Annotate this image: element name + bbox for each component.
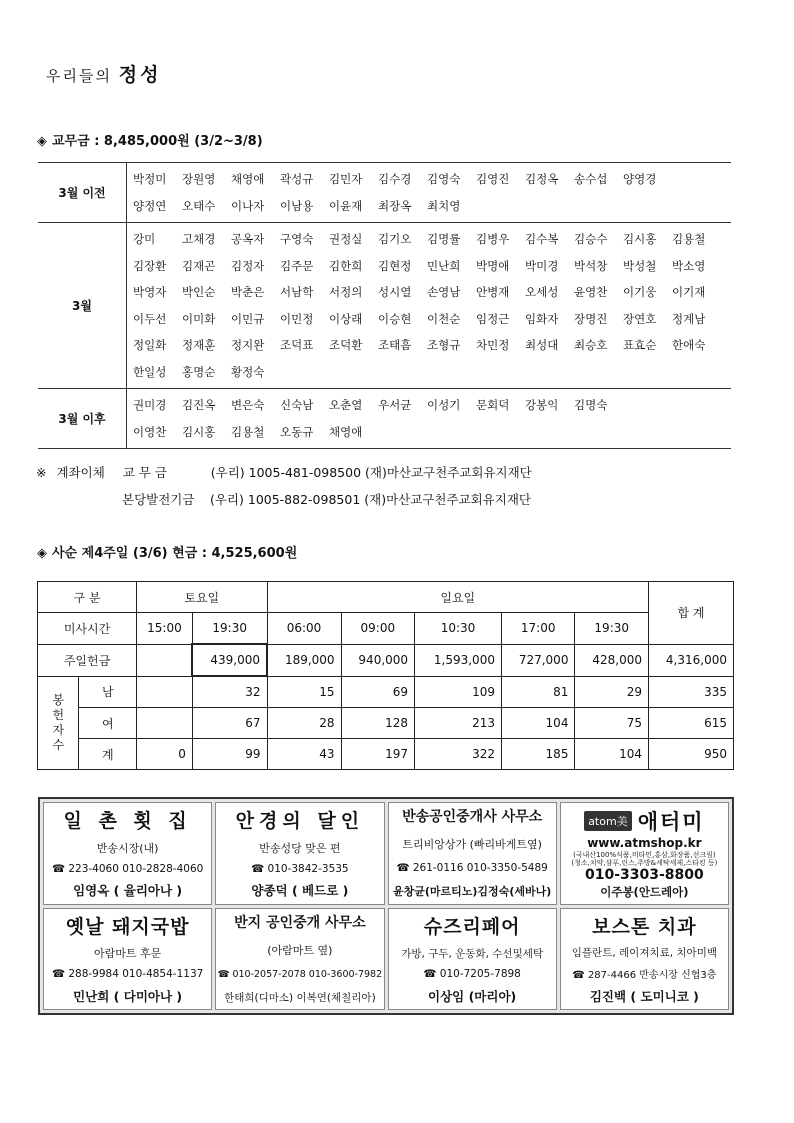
donor-name: 곽성규	[280, 172, 314, 187]
donor-cell: 335	[649, 676, 734, 708]
ad-phone: ☎ 287-4466 반송시장 신협3층	[572, 969, 717, 981]
cash-cell: 439,000	[192, 644, 267, 676]
donor-row-label: 남	[79, 676, 137, 708]
donor-name: 이윤재	[329, 198, 363, 213]
donor-name: 구영숙	[280, 232, 314, 247]
donor-name: 김장환	[133, 258, 167, 273]
donor-name: 공옥자	[231, 232, 265, 247]
donor-name: 박인순	[182, 285, 216, 300]
donor-name: 이천순	[427, 311, 461, 326]
donor-name: 김정자	[231, 258, 265, 273]
donor-name: 최승호	[574, 338, 608, 353]
donor-name: 조덕환	[329, 338, 363, 353]
donor-name: 송수섭	[574, 172, 608, 187]
atom-products-1: (국내산100%식품,비타민,홍삼,화장품,선크림)	[573, 850, 716, 859]
donor-cell: 104	[501, 708, 574, 739]
ad-phone: ☎ 261-0116 010-3350-5489	[396, 861, 548, 874]
donor-name: 양영경	[623, 172, 657, 187]
donor-name: 손영남	[427, 285, 461, 300]
donor-line	[133, 279, 731, 306]
donor-name: 표효순	[623, 338, 657, 353]
donor-name: 서남학	[280, 285, 314, 300]
mass-time-label: 미사시간	[38, 613, 137, 645]
donor-name: 임화자	[525, 311, 559, 326]
donor-name: 최성대	[525, 338, 559, 353]
school-fee-heading	[36, 130, 263, 149]
donor-cell: 615	[649, 708, 734, 739]
ad-gukbap	[43, 908, 212, 1011]
ad-owner: 민난희 ( 다미아나 )	[73, 988, 183, 1004]
donor-name: 민난희	[427, 258, 461, 273]
ad-atomy	[560, 802, 729, 905]
donor-line	[133, 166, 731, 193]
ad-name: 반지 공인중개 사무소	[234, 914, 366, 931]
ad-name: 보스톤 치과	[592, 915, 697, 938]
donor-name: 김용철	[672, 232, 706, 247]
donor-name: 정재훈	[182, 338, 216, 353]
ad-owner: 양종덕 ( 베드로 )	[251, 883, 349, 899]
donor-line	[133, 193, 731, 220]
donor-name: 김병우	[476, 232, 510, 247]
donor-group	[38, 389, 731, 448]
donor-name: 김용철	[231, 424, 265, 439]
ad-owner: 이주봉(안드레아)	[600, 884, 689, 899]
diamond-icon: ◈	[37, 134, 47, 149]
donor-name: 고채경	[182, 232, 216, 247]
cash-cell: 1,593,000	[415, 644, 502, 676]
donor-line	[133, 332, 731, 359]
ad-owner: 김진백 ( 도미니코 )	[589, 988, 699, 1004]
donor-name: 채영애	[231, 172, 265, 187]
donor-name: 강봉익	[525, 398, 559, 413]
donor-name: 김재곤	[182, 258, 216, 273]
category-header: 구 분	[38, 582, 137, 613]
donor-row-label: 여	[79, 708, 137, 739]
donor-names	[127, 389, 731, 448]
donor-name: 박소영	[672, 258, 706, 273]
donor-cell: 950	[649, 739, 734, 770]
donor-cell: 81	[501, 676, 574, 708]
donor-name: 권정실	[329, 232, 363, 247]
donor-name: 김시홍	[182, 424, 216, 439]
donor-name: 김영숙	[427, 172, 461, 187]
donor-name: 윤영찬	[574, 285, 608, 300]
donor-name: 박석창	[574, 258, 608, 273]
atom-logo: atom美	[584, 811, 632, 831]
ad-grid	[38, 797, 734, 1015]
donor-name: 박명애	[476, 258, 510, 273]
account-detail-1: (우리) 1005-481-098500 (재)마산교구천주교회유지재단	[210, 465, 532, 480]
donor-name: 김명숙	[574, 398, 608, 413]
ad-phone: ☎ 223-4060 010-2828-4060	[51, 862, 204, 875]
ad-sub: 트리비앙상가 (빠리바게트옆)	[402, 837, 542, 851]
donor-cell	[137, 708, 193, 739]
donor-cell: 69	[341, 676, 414, 708]
ad-phone: ☎ 010-3842-3535	[251, 862, 349, 875]
donor-cell: 0	[137, 739, 193, 770]
donor-name: 우서균	[378, 398, 412, 413]
ad-name: 반송공인중개사 사무소	[402, 809, 543, 825]
offering-text: 사순 제4주일 (3/6) 현금 : 4,525,600원	[52, 546, 298, 561]
donor-name: 홍명순	[182, 364, 216, 379]
donor-cell: 99	[192, 739, 267, 770]
donor-name: 조덕표	[280, 338, 314, 353]
donor-name: 김영진	[476, 172, 510, 187]
donor-line	[133, 253, 731, 280]
account-detail-2: (우리) 1005-882-098501 (재)마산교구천주교회유지재단	[209, 492, 531, 507]
ad-phone: ☎ 010-7205-7898	[423, 967, 521, 980]
donor-cell: 75	[575, 708, 649, 739]
ad-name: 옛날 돼지국밥	[65, 915, 190, 938]
donor-name: 김수복	[525, 232, 559, 247]
account-name-1: 교 무 금	[122, 465, 167, 480]
donor-name: 조태흠	[378, 338, 412, 353]
donor-line	[133, 226, 731, 253]
donor-cell: 185	[501, 739, 574, 770]
cash-cell	[137, 644, 193, 676]
donor-cell: 28	[267, 708, 341, 739]
donor-group-label: 3월 이후	[38, 389, 127, 448]
donor-name: 박정미	[133, 172, 167, 187]
donor-cell: 128	[341, 708, 414, 739]
donor-group-label: 3월	[38, 223, 127, 388]
donor-cell: 109	[415, 676, 502, 708]
account-row-2	[122, 490, 531, 508]
diamond-icon: ◈	[37, 546, 47, 561]
donor-name: 박영자	[133, 285, 167, 300]
ad-phone: 010-3303-8800	[584, 867, 704, 884]
donor-name: 박미경	[525, 258, 559, 273]
donor-name: 김수경	[378, 172, 412, 187]
mass-time: 17:00	[501, 613, 574, 645]
donor-name: 박춘은	[231, 285, 265, 300]
ad-sub: 임플란트, 레이져치료, 치아미백	[571, 946, 717, 959]
donor-name: 오춘열	[329, 398, 363, 413]
cash-cell: 727,000	[501, 644, 574, 676]
donor-cell: 29	[575, 676, 649, 708]
donor-group-label: 3월 이전	[38, 163, 127, 222]
donor-name: 오태수	[182, 198, 216, 213]
donor-count-label	[38, 676, 79, 770]
ad-owner: 이상임 (마리아)	[428, 988, 517, 1004]
donor-name: 김승수	[574, 232, 608, 247]
ad-phone: ☎ 010-2057-2078 010-3600-7982	[217, 968, 383, 980]
total-header: 합 계	[649, 582, 734, 645]
donor-name: 김정옥	[525, 172, 559, 187]
ad-boston-dental	[560, 908, 729, 1011]
mass-time: 06:00	[267, 613, 341, 645]
offering-heading	[36, 542, 297, 561]
ad-bansong-realty	[388, 802, 557, 905]
donor-name: 양정연	[133, 198, 167, 213]
mass-time: 19:30	[192, 613, 267, 645]
donor-name: 안병재	[476, 285, 510, 300]
donor-name: 정지완	[231, 338, 265, 353]
ad-ilchon	[43, 802, 212, 905]
donor-cell: 322	[415, 739, 502, 770]
donor-names	[127, 163, 731, 222]
donor-name: 차민정	[476, 338, 510, 353]
sunday-header: 일요일	[267, 582, 649, 613]
cash-cell: 940,000	[341, 644, 414, 676]
donor-name: 김시홍	[623, 232, 657, 247]
page-title-part1: 우리들의	[46, 67, 112, 85]
donor-name: 임정근	[476, 311, 510, 326]
page-title-part2: 정성	[118, 64, 162, 86]
donor-cell: 104	[575, 739, 649, 770]
ad-url: www.atmshop.kr	[587, 836, 702, 851]
donor-name: 이기재	[672, 285, 706, 300]
donor-line	[133, 359, 731, 386]
donor-name: 성시열	[378, 285, 412, 300]
donor-name: 정일화	[133, 338, 167, 353]
donor-name: 김현정	[378, 258, 412, 273]
cash-label: 주일헌금	[38, 644, 137, 676]
ad-sub: 가방, 구두, 운동화, 수선및세탁	[401, 947, 543, 960]
donor-group	[38, 223, 731, 389]
ad-sub: 반송시장(내)	[96, 841, 159, 855]
atom-products-2: (청소,치약,샴푸,린스,주방&세탁세제,스타킹 등)	[571, 858, 718, 867]
cash-cell: 4,316,000	[649, 644, 734, 676]
donor-cell: 67	[192, 708, 267, 739]
ad-name: 일 촌 횟 집	[63, 810, 192, 832]
donor-name: 이나자	[231, 198, 265, 213]
donor-name: 이남용	[280, 198, 314, 213]
donor-name: 김기오	[378, 232, 412, 247]
saturday-header: 토요일	[137, 582, 268, 613]
donor-cell: 32	[192, 676, 267, 708]
cash-cell: 428,000	[575, 644, 649, 676]
donor-name: 장명진	[574, 311, 608, 326]
donor-name: 장연호	[623, 311, 657, 326]
donor-name: 강미	[133, 232, 156, 247]
account-row-1	[36, 463, 532, 481]
ad-name: 슈즈리페어	[423, 915, 521, 938]
donor-name: 문회덕	[476, 398, 510, 413]
donor-name: 권미경	[133, 398, 167, 413]
donor-name: 이민규	[231, 311, 265, 326]
donor-cell: 15	[267, 676, 341, 708]
ad-sub: (아람마트 옆)	[267, 944, 333, 957]
donor-name: 이승현	[378, 311, 412, 326]
donor-name: 정계남	[672, 311, 706, 326]
donor-name: 오세성	[525, 285, 559, 300]
donor-name: 이민정	[280, 311, 314, 326]
donor-line	[133, 306, 731, 333]
ad-owner: 임영옥 ( 율리아나 )	[73, 883, 183, 899]
account-name-2: 본당발전기금	[122, 492, 195, 507]
donor-name: 김주문	[280, 258, 314, 273]
cash-cell: 189,000	[267, 644, 341, 676]
ad-phone: ☎ 288-9984 010-4854-1137	[51, 968, 204, 981]
ad-sub: 반송성당 맞은 편	[259, 841, 341, 855]
donor-cell	[137, 676, 193, 708]
donor-group	[38, 163, 731, 223]
ad-owner: 한태희(디마소) 이복연(체칠리아)	[224, 992, 376, 1004]
reference-mark: ※	[36, 465, 47, 480]
donor-name: 이미화	[182, 311, 216, 326]
donor-name: 최치영	[427, 198, 461, 213]
donor-line	[133, 419, 731, 446]
donor-count-label-text: 봉헌자수	[52, 692, 65, 752]
ad-glasses	[215, 802, 384, 905]
donor-name: 이상래	[329, 311, 363, 326]
donor-line	[133, 392, 731, 419]
donor-name: 최장옥	[378, 198, 412, 213]
atom-header	[584, 806, 704, 836]
donor-name: 이성기	[427, 398, 461, 413]
donor-name: 변은숙	[231, 398, 265, 413]
donor-name: 김민자	[329, 172, 363, 187]
donor-cell: 197	[341, 739, 414, 770]
donor-name: 김한희	[329, 258, 363, 273]
donor-cell: 43	[267, 739, 341, 770]
donor-name: 오동규	[280, 424, 314, 439]
donor-names	[127, 223, 731, 388]
donor-name: 김명률	[427, 232, 461, 247]
ad-banji-realty	[215, 908, 384, 1011]
donor-table	[38, 162, 731, 449]
mass-time: 15:00	[137, 613, 193, 645]
donor-name: 이기웅	[623, 285, 657, 300]
mass-time: 19:30	[575, 613, 649, 645]
donor-name: 장원영	[182, 172, 216, 187]
ad-owner: 윤창균(마르티노)김정숙(세바나)	[393, 885, 552, 899]
ad-shoe-repair	[388, 908, 557, 1011]
donor-name: 황정숙	[231, 364, 265, 379]
donor-name: 한애숙	[672, 338, 706, 353]
account-label: 계좌이체	[56, 465, 105, 480]
donor-name: 한일성	[133, 364, 167, 379]
ad-sub: 아람마트 후문	[93, 947, 162, 961]
atom-products	[571, 851, 717, 867]
mass-time: 09:00	[341, 613, 414, 645]
ad-name: 애터미	[637, 810, 705, 834]
donor-name: 신숙남	[280, 398, 314, 413]
ad-name: 안경의 달인	[235, 810, 365, 832]
donor-name: 채영애	[329, 424, 363, 439]
school-fee-text: 교무금 : 8,485,000원 (3/2~3/8)	[52, 134, 263, 149]
mass-time: 10:30	[415, 613, 502, 645]
donor-name: 박성철	[623, 258, 657, 273]
donor-name: 조형규	[427, 338, 461, 353]
donor-cell: 213	[415, 708, 502, 739]
donor-name: 서정의	[329, 285, 363, 300]
offering-table	[37, 581, 734, 770]
donor-name: 이두선	[133, 311, 167, 326]
page-title	[46, 60, 161, 87]
donor-row-label: 계	[79, 739, 137, 770]
donor-name: 김진옥	[182, 398, 216, 413]
donor-name: 이영찬	[133, 424, 167, 439]
